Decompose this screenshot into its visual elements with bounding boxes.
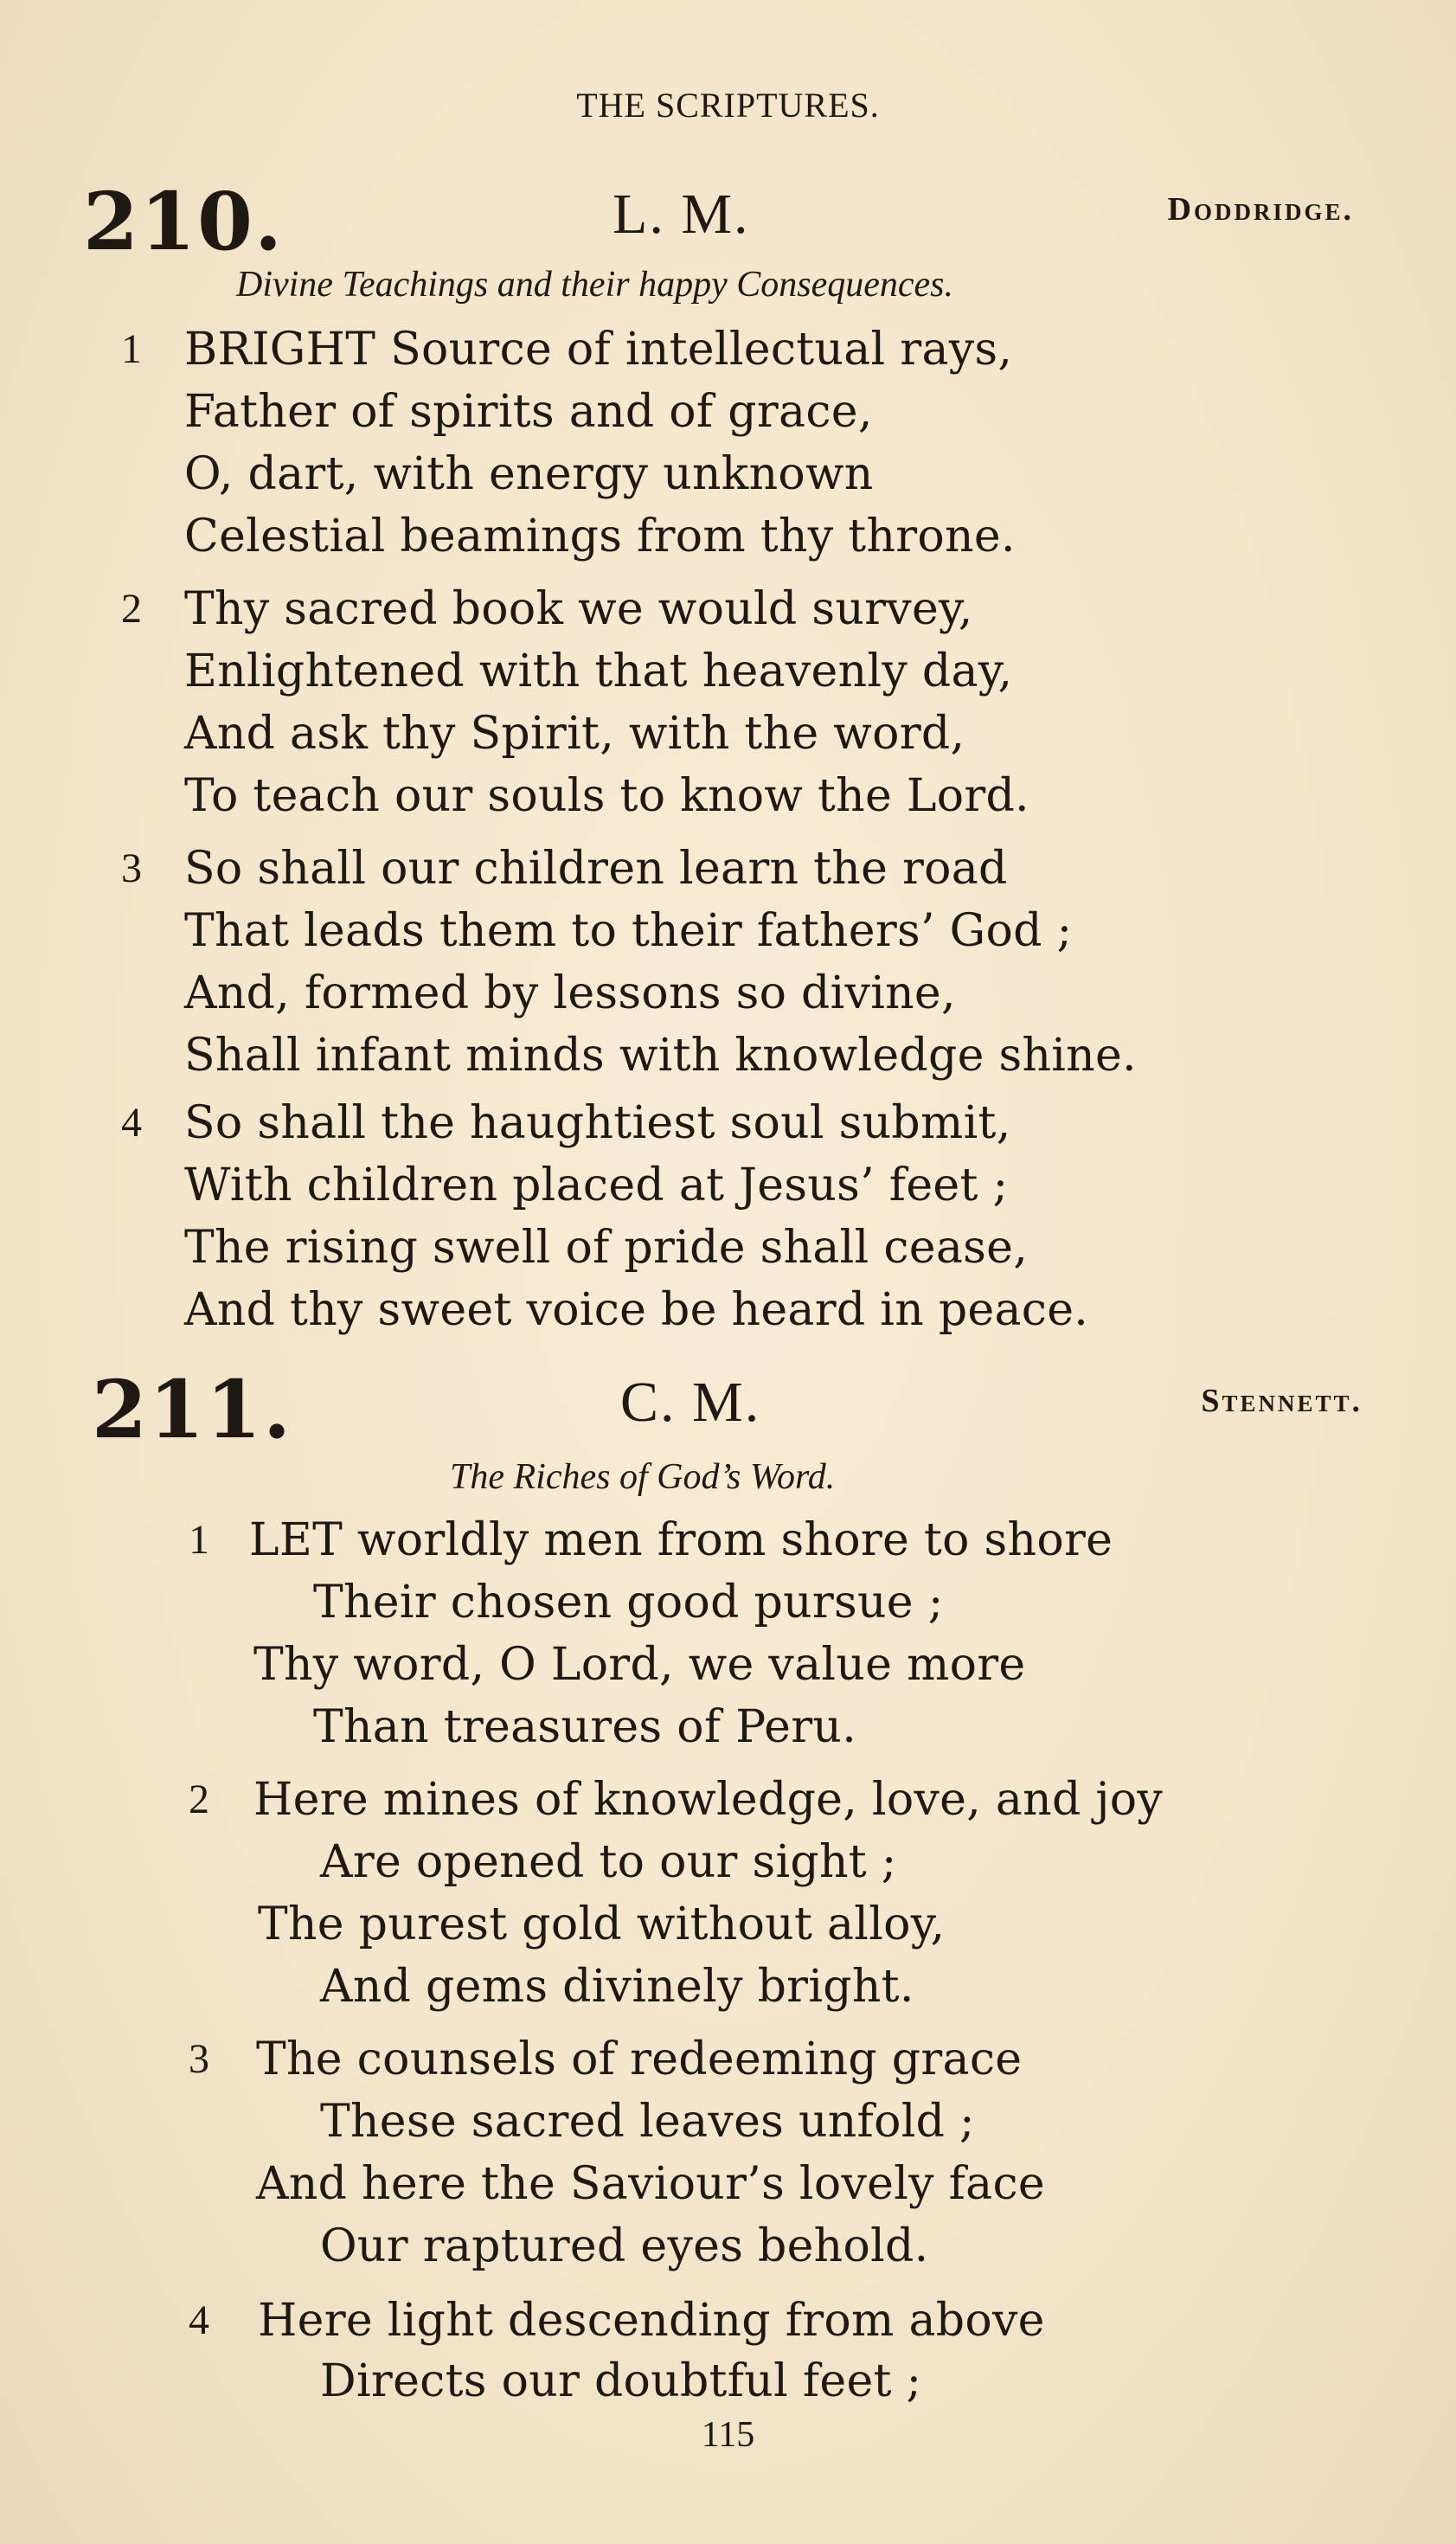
verse-line: BRIGHT Source of intellectual rays, [184,324,1013,376]
verse-line: And ask thy Spirit, with the word, [184,708,965,760]
verse-line: LET worldly men from shore to shore [249,1514,1113,1566]
verse-line: Here light descending from above [258,2295,1045,2347]
verse-line: The counsels of redeeming grace [256,2033,1023,2085]
stanza-number: 4 [121,1100,142,1146]
running-head: THE SCRIPTURES. [576,86,880,125]
verse-line: The rising swell of pride shall cease, [184,1222,1029,1274]
hymn-subtitle: Divine Teachings and their happy Consequences. [236,265,953,305]
hymn-number: 210. [83,175,285,268]
verse-line: Thy word, O Lord, we value more [253,1639,1026,1691]
stanza-number: 3 [189,2036,209,2082]
hymn-subtitle: The Riches of God’s Word. [450,1457,836,1497]
verse-line: Father of spirits and of grace, [184,386,873,438]
hymn-meter: L. M. [613,183,750,246]
verse-line: Our raptured eyes behold. [320,2220,929,2272]
hymn-header [0,177,1456,273]
verse-line: Are opened to our sight ; [320,1836,897,1888]
verse-line: With children placed at Jesus’ feet ; [184,1160,1009,1211]
page-number: 115 [701,2415,755,2455]
verse-line: These sacred leaves unfold ; [320,2096,975,2148]
verse-line: Celestial beamings from thy throne. [184,511,1016,562]
verse-line: And here the Saviour’s lovely face [256,2158,1045,2210]
verse-line: The purest gold without alloy, [258,1898,946,1950]
stanza-number: 1 [189,1517,209,1563]
hymn-meter: C. M. [620,1371,761,1434]
verse-line: So shall our children learn the road [184,843,1008,895]
verse-line: That leads them to their fathers’ God ; [184,905,1073,957]
verse-line: And gems divinely bright. [320,1961,914,2013]
verse-line: And, formed by lessons so divine, [184,967,956,1019]
verse-line: Directs our doubtful feet ; [320,2355,922,2407]
verse-line: Here mines of knowledge, love, and joy [253,1774,1164,1826]
hymn-header [0,1365,1456,1461]
stanza-number: 2 [121,586,142,632]
hymn-author: Doddridge. [1167,191,1354,228]
verse-line: Thy sacred book we would survey, [184,583,973,635]
stanza-number: 3 [121,845,142,891]
verse-line: O, dart, with energy unknown [184,448,874,500]
hymn-author: Stennett. [1201,1383,1363,1419]
stanza-number: 2 [189,1776,209,1822]
verse-line: To teach our souls to know the Lord. [184,770,1029,822]
verse-line: Enlightened with that heavenly day, [184,646,1013,697]
verse-line: And thy sweet voice be heard in peace. [184,1284,1089,1336]
stanza-number: 1 [121,326,142,372]
verse-line: Than treasures of Peru. [313,1701,857,1753]
stanza-number: 4 [189,2297,209,2343]
verse-line: So shall the haughtiest soul submit, [184,1097,1011,1149]
hymn-number: 211. [92,1363,293,1456]
verse-line: Shall infant minds with knowledge shine. [184,1030,1137,1082]
verse-line: Their chosen good pursue ; [313,1577,944,1629]
